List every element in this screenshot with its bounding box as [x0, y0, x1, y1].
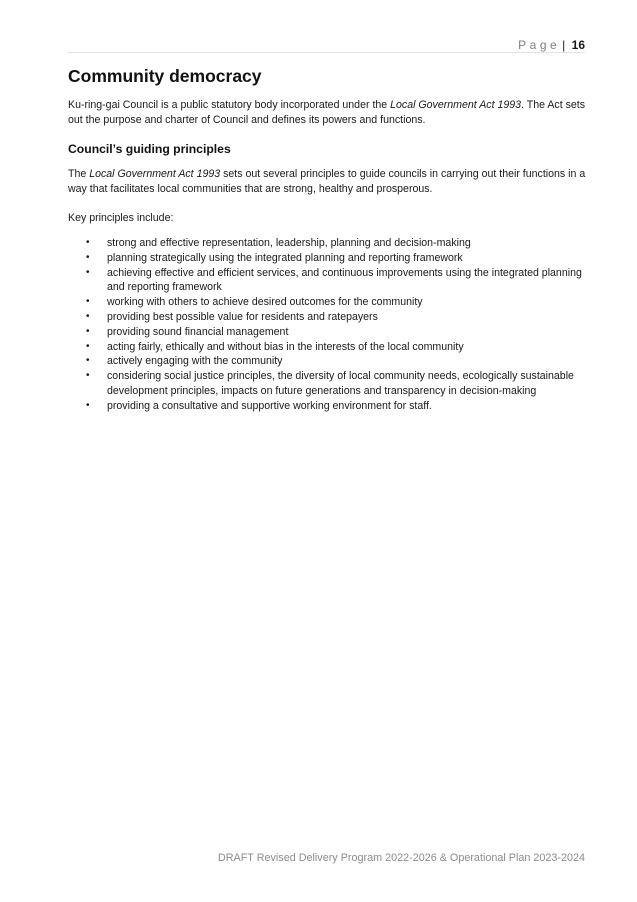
- list-item: [68, 266, 586, 296]
- bullet-icon: •: [86, 310, 90, 322]
- list-item-text: planning strategically using the integrated planning and reporting framework: [107, 251, 463, 264]
- key-principles-label: Key principles include:: [68, 212, 174, 224]
- list-item: [68, 325, 586, 340]
- page-header: [518, 38, 585, 52]
- bullet-icon: •: [86, 340, 90, 352]
- page-number: 16: [571, 38, 585, 52]
- section-title: Community democracy: [68, 66, 262, 86]
- list-item-text: strong and effective representation, leadership, planning and decision-making: [107, 237, 471, 249]
- principles-intro-end: sets out several principles to guide councils in carrying out their functions in a way that facilitates local communities that are strong, healthy and prosperous.: [68, 168, 586, 195]
- principles-list: [68, 236, 586, 414]
- list-item-text: providing sound financial management: [107, 325, 289, 338]
- intro-text-start: Ku-ring-gai Council is a public statutory body incorporated under the: [68, 99, 391, 111]
- page-footer: DRAFT Revised Delivery Program 2022-2026 & Operational Plan 2023-2024: [217, 852, 585, 864]
- list-item: [68, 251, 586, 266]
- page-label: Page: [518, 38, 561, 52]
- list-item: [68, 399, 586, 414]
- page-content: [68, 66, 586, 414]
- list-item-text: considering social justice principles, the diversity of local community needs, ecologically sustainable development principles, impacts on future generations and transparency in decision-making: [107, 370, 574, 397]
- intro-paragraph: [68, 98, 586, 128]
- header-rule: [68, 52, 585, 53]
- list-item: [68, 354, 586, 369]
- principles-intro-paragraph: [68, 167, 586, 197]
- list-item: [68, 369, 586, 399]
- bullet-icon: •: [86, 266, 90, 278]
- bullet-icon: •: [86, 355, 90, 367]
- bullet-icon: •: [86, 251, 90, 263]
- list-item: [68, 340, 586, 355]
- principles-act-title: Local Government Act 1993: [89, 168, 221, 180]
- list-item-text: providing best possible value for residents and ratepayers: [107, 310, 378, 323]
- page-separator: |: [562, 38, 566, 52]
- intro-text-end: . The Act sets out the purpose and charter of Council and defines its powers and functions.: [68, 99, 586, 126]
- list-item: [68, 295, 586, 310]
- principles-intro-start: The: [68, 168, 90, 180]
- subsection-title: Council’s guiding principles: [68, 142, 231, 156]
- list-item-text: achieving effective and efficient services, and continuous improvements using the integrated planning and reporting framework: [107, 266, 582, 294]
- list-item-text: actively engaging with the community: [107, 355, 283, 368]
- bullet-icon: •: [86, 399, 90, 411]
- bullet-icon: •: [86, 237, 90, 248]
- list-item: [68, 236, 586, 251]
- list-item-text: providing a consultative and supportive working environment for staff.: [107, 399, 432, 412]
- bullet-icon: •: [86, 296, 90, 308]
- list-item-text: acting fairly, ethically and without bias in the interests of the local community: [107, 340, 464, 353]
- intro-act-title: Local Government Act 1993: [390, 99, 522, 111]
- list-item: [68, 310, 586, 325]
- bullet-icon: •: [86, 370, 90, 382]
- list-item-text: working with others to achieve desired outcomes for the community: [107, 296, 423, 309]
- bullet-icon: •: [86, 325, 90, 337]
